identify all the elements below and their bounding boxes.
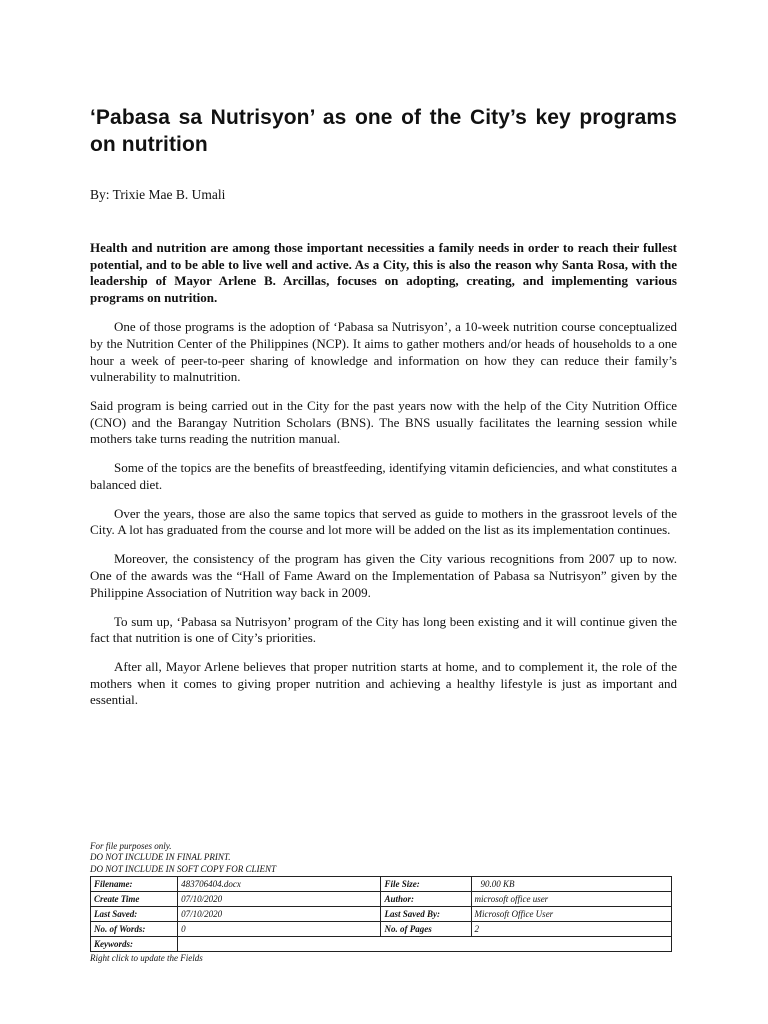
filename-label: Filename: (91, 877, 178, 892)
last-saved-by-label: Last Saved By: (381, 907, 471, 922)
update-fields-hint: Right click to update the Fields (90, 953, 203, 964)
body-paragraph: After all, Mayor Arlene believes that proper nutrition starts at home, and to complement it, the role of the mothers when it comes to giving proper nutrition and achieving a healthy lifestyle is just as important and essential. (90, 659, 677, 708)
body-paragraph: Said program is being carried out in the City for the past years now with the help of the City Nutrition Office (CNO) and the Barangay Nutrition Scholars (BNS). The BNS usually facilitates the learning session while mothers take turns reading the nutrition manual. (90, 398, 677, 447)
page-count-value: 2 (471, 922, 671, 937)
document-page (90, 0, 677, 1024)
footer-note: DO NOT INCLUDE IN FINAL PRINT. (90, 852, 231, 863)
author-byline: By: Trixie Mae B. Umali (90, 187, 226, 202)
file-properties-table (90, 876, 672, 952)
create-time-value: 07/10/2020 (178, 892, 381, 907)
keywords-value (178, 937, 672, 952)
body-paragraph: Moreover, the consistency of the program has given the City various recognitions from 2007 up to now. One of the awards was the “Hall of Fame Award on the Implementation of Pabasa sa Nutrisyon” given by the Philippine Association of Nutrition way back in 2009. (90, 551, 677, 600)
word-count-label: No. of Words: (91, 922, 178, 937)
table-row (91, 877, 672, 892)
page-count-label: No. of Pages (381, 922, 471, 937)
body-paragraph: One of those programs is the adoption of ‘Pabasa sa Nutrisyon’, a 10-week nutrition course conceptualized by the Nutrition Center of the Philippines (NCP). It aims to gather mothers and/or heads of households to a one hour a week of peer-to-peer sharing of knowledge and information on how they can reduce their family’s vulnerability to malnutrition. (90, 319, 677, 385)
article-body (90, 240, 677, 721)
body-paragraph: Over the years, those are also the same topics that served as guide to mothers in the grassroot levels of the City. A lot has graduated from the course and lot more will be added on the list as its implementation continues. (90, 505, 677, 538)
author-value: microsoft office user (471, 892, 671, 907)
author-label: Author: (381, 892, 471, 907)
document-title: ‘Pabasa sa Nutrisyon’ as one of the City’s key programs on nutrition (90, 106, 677, 156)
table-row (91, 937, 672, 952)
keywords-label: Keywords: (91, 937, 178, 952)
footer-note: DO NOT INCLUDE IN SOFT COPY FOR CLIENT (90, 863, 276, 874)
filename-value: 483706404.docx (178, 877, 381, 892)
create-time-label: Create Time (91, 892, 178, 907)
last-saved-value: 07/10/2020 (178, 907, 381, 922)
table-row (91, 922, 672, 937)
body-paragraph: To sum up, ‘Pabasa sa Nutrisyon’ program of the City has long been existing and it will continue given the fact that nutrition is one of City’s priorities. (90, 613, 677, 646)
table-row (91, 907, 672, 922)
word-count-value: 0 (178, 922, 381, 937)
filesize-label: File Size: (381, 877, 471, 892)
body-paragraph: Some of the topics are the benefits of breastfeeding, identifying vitamin deficiencies, and what constitutes a balanced diet. (90, 460, 677, 492)
footer-note: For file purposes only. (90, 841, 172, 851)
file-info-footer (90, 841, 677, 965)
filesize-value: 90.00 KB (471, 877, 671, 892)
lead-paragraph: Health and nutrition are among those important necessities a family needs in order to reach their fullest potential, and to be able to live well and active. As a City, this is also the reason why Santa Rosa, with the leadership of Mayor Arlene B. Arcillas, focuses on adopting, creating, and implementing various programs on nutrition. (90, 240, 677, 305)
last-saved-by-value: Microsoft Office User (471, 907, 671, 922)
last-saved-label: Last Saved: (91, 907, 178, 922)
table-row (91, 892, 672, 907)
